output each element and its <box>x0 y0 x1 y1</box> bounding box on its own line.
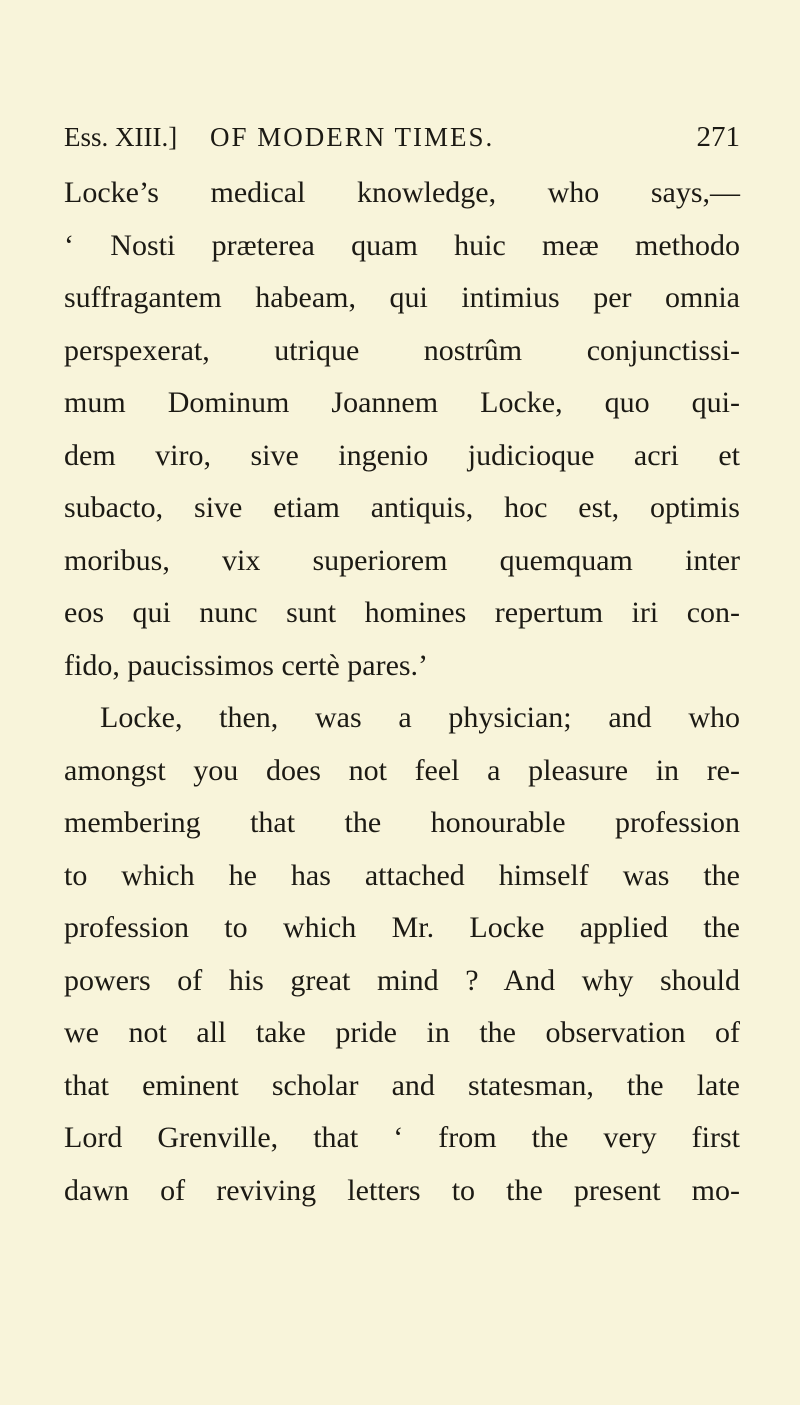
text-line: moribus, vix superiorem quemquam inter <box>64 543 740 577</box>
text-line: eos qui nunc sunt homines repertum iri con- <box>64 596 740 629</box>
text-line: that eminent scholar and statesman, the late <box>64 1068 740 1102</box>
running-title: OF MODERN TIMES. <box>210 122 495 152</box>
text-line: we not all take pride in the observation of <box>64 1016 740 1049</box>
running-head <box>64 119 740 155</box>
section-reference: Ess. XIII.] <box>64 122 178 152</box>
text-line: suffragantem habeam, qui intimius per omnia <box>64 281 740 314</box>
text-line: Locke, then, was a physician; and who <box>100 701 740 734</box>
text-line: Lord Grenville, that ‘ from the very first <box>64 1121 740 1154</box>
text-line: subacto, sive etiam antiquis, hoc est, optimis <box>64 491 740 524</box>
text-line: perspexerat, utrique nostrûm conjunctissi- <box>64 333 740 367</box>
text-line: to which he has attached himself was the <box>64 858 740 892</box>
text-line: Locke’s medical knowledge, who says,— <box>64 176 740 209</box>
text-line: powers of his great mind ? And why should <box>64 963 740 997</box>
text-line: ‘ Nosti præterea quam huic meæ methodo <box>64 228 740 262</box>
text-line: dawn of reviving letters to the present mo- <box>64 1173 740 1207</box>
text-line: profession to which Mr. Locke applied the <box>64 911 740 944</box>
text-line: dem viro, sive ingenio judicioque acri et <box>64 438 740 472</box>
text-line: fido, paucissimos certè pares.’ <box>64 648 429 682</box>
page-number: 271 <box>696 121 740 153</box>
text-line: mum Dominum Joannem Locke, quo qui- <box>64 386 740 419</box>
text-line: membering that the honourable profession <box>64 806 740 839</box>
text-line: amongst you does not feel a pleasure in re- <box>64 753 740 787</box>
body-text <box>64 167 740 1217</box>
